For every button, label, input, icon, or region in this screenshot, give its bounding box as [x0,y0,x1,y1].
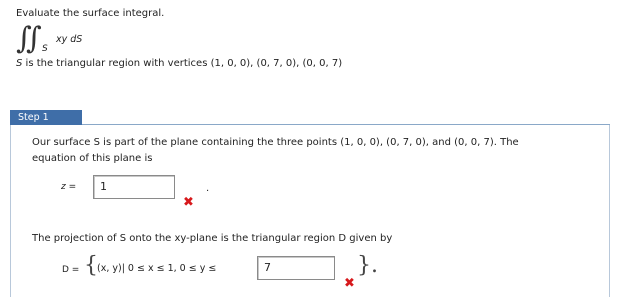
region-text: is the triangular region with vertices (1, 0, 0), (0, 7, 0), (0, 0, 7) [25,58,343,69]
integral-subscript: S [42,44,48,54]
region-prefix: S [16,58,23,69]
integrand-text: xy dS [56,34,83,45]
incorrect-x-icon: ✖ [183,195,194,210]
step-panel [10,125,610,297]
projection-text: The projection of S onto the xy-plane is the triangular region D given by [32,233,393,244]
y-upper-bound-input[interactable]: 7 [257,256,335,280]
step-header-bar [10,110,610,125]
step-tab: Step 1 [10,110,82,125]
integrand [56,34,82,45]
z-period: . [206,183,210,194]
problem-instruction: Evaluate the surface integral. [16,8,165,19]
step-intro-line1: Our surface S is part of the plane containing the three points (1, 0, 0), (0, 7, 0), and (0, 0, 7). The [32,137,519,148]
d-label: D = [62,265,80,275]
incorrect-x-icon-2: ✖ [344,276,355,291]
z-label-text: z = [61,182,77,192]
region-description [16,58,342,69]
step-intro-line2: equation of this plane is [32,153,153,164]
open-brace: { [84,253,98,278]
set-body: (x, y)| 0 ≤ x ≤ 1, 0 ≤ y ≤ [97,263,217,274]
double-integral-symbol: ∬ [16,21,32,56]
z-answer-input[interactable]: 1 [93,175,175,199]
z-label [61,182,76,192]
close-brace: }. [357,253,378,278]
